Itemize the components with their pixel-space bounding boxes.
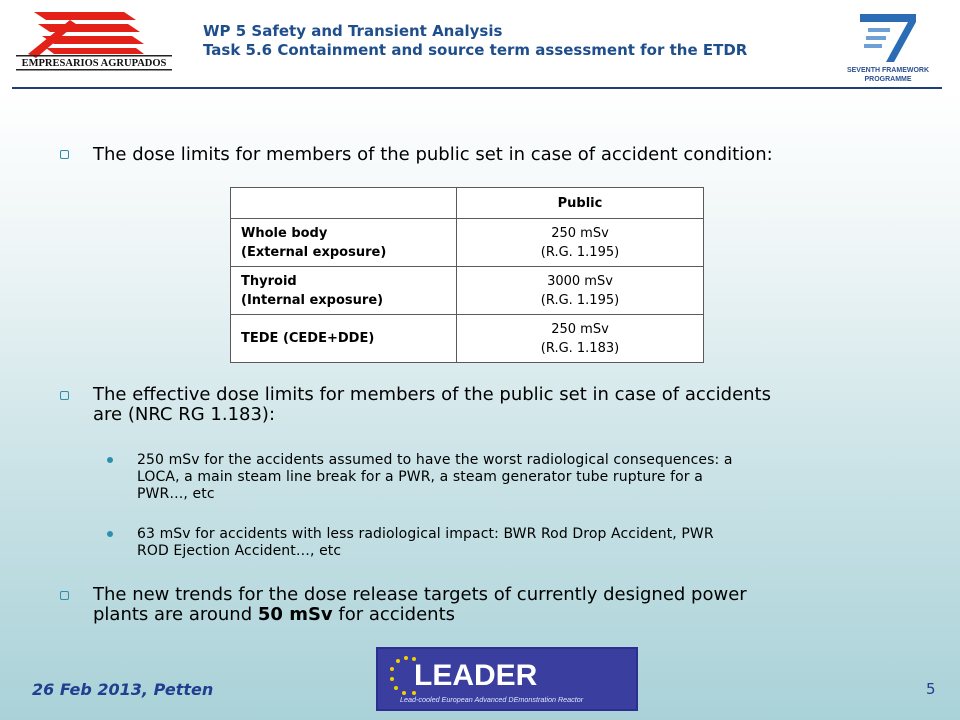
row-value-line2: (R.G. 1.195): [540, 292, 620, 308]
row-value-line1: 250 mSv: [551, 225, 609, 241]
header-divider: [12, 87, 942, 89]
bullet-line: ROD Ejection Accident…, etc: [137, 543, 342, 559]
table-row-label: [231, 315, 457, 363]
bullet-line: 63 mSv for accidents with less radiological impact: BWR Rod Drop Accident, PWR: [137, 526, 714, 542]
table-row: [231, 315, 704, 363]
table-row-label: [231, 267, 457, 315]
table-corner-cell: [231, 188, 457, 219]
table-row-value: [457, 219, 704, 267]
table-header-row: [231, 188, 704, 219]
row-label-line1: Whole body: [241, 225, 328, 241]
bullet-dose-limits: The dose limits for members of the public set in case of accident condition:: [93, 144, 773, 165]
leader-logo-subtitle: Lead-cooled European Advanced DEmonstration Reactor: [400, 695, 584, 704]
bullet-line: LOCA, a main steam line break for a PWR, a steam generator tube rupture for a: [137, 469, 703, 485]
table-header-public: Public: [457, 188, 704, 219]
footer-date: 26 Feb 2013, Petten: [32, 680, 214, 699]
row-value-line1: 3000 mSv: [547, 273, 613, 289]
bullet-bold-value: 50 mSv: [257, 604, 333, 625]
bullet-dot-icon: [107, 457, 113, 463]
row-label-line1: TEDE (CEDE+DDE): [241, 331, 375, 346]
fp7-logo-graphic: [838, 8, 938, 84]
fp7-logo-text-line2: PROGRAMME: [864, 76, 912, 83]
table-row: [231, 267, 704, 315]
subbullet-63msv: [137, 526, 714, 560]
bullet-line: The new trends for the dose release targets of currently designed power: [93, 584, 747, 605]
bullet-line: 250 mSv for the accidents assumed to have the worst radiological consequences: a: [137, 452, 733, 468]
seventh-framework-logo: [838, 8, 938, 84]
leader-logo: [376, 647, 638, 711]
bullet-line: PWR…, etc: [137, 486, 215, 502]
page-number: 5: [926, 680, 936, 698]
table-row: [231, 219, 704, 267]
empresarios-agrupados-logo: [14, 10, 174, 72]
row-label-line2: (External exposure): [241, 244, 387, 260]
table-row-label: [231, 219, 457, 267]
ea-logo-text: EMPRESARIOS AGRUPADOS: [21, 58, 167, 69]
bullet-text: for accidents: [332, 604, 456, 625]
header-title: [203, 22, 747, 60]
bullet-line: The effective dose limits for members of the public set in case of accidents: [93, 384, 771, 405]
bullet-square-icon: [60, 591, 69, 600]
row-label-line2: (Internal exposure): [241, 292, 384, 308]
dose-limits-table: [230, 187, 704, 363]
bullet-line: [93, 605, 747, 625]
row-value-line2: (R.G. 1.183): [540, 340, 620, 356]
header-title-line2: Task 5.6 Containment and source term assessment for the ETDR: [203, 41, 748, 59]
row-value-line1: 250 mSv: [551, 321, 609, 337]
row-label-line1: Thyroid: [241, 273, 297, 289]
table-row-value: [457, 315, 704, 363]
row-value-line2: (R.G. 1.195): [540, 244, 620, 260]
leader-logo-graphic: [376, 647, 638, 711]
subbullet-250msv: [137, 452, 733, 503]
fp7-logo-text-line1: SEVENTH FRAMEWORK: [846, 67, 930, 74]
bullet-effective-dose: [93, 385, 771, 425]
bullet-square-icon: [60, 150, 69, 159]
bullet-dot-icon: [107, 531, 113, 537]
bullet-new-trends: [93, 585, 747, 625]
ea-logo-graphic: [14, 10, 174, 72]
bullet-square-icon: [60, 391, 69, 400]
table-row-value: [457, 267, 704, 315]
bullet-line: are (NRC RG 1.183):: [93, 404, 276, 425]
header-title-line1: WP 5 Safety and Transient Analysis: [203, 22, 503, 40]
bullet-text: plants are around: [93, 604, 258, 625]
leader-logo-title: LEADER: [414, 659, 538, 692]
